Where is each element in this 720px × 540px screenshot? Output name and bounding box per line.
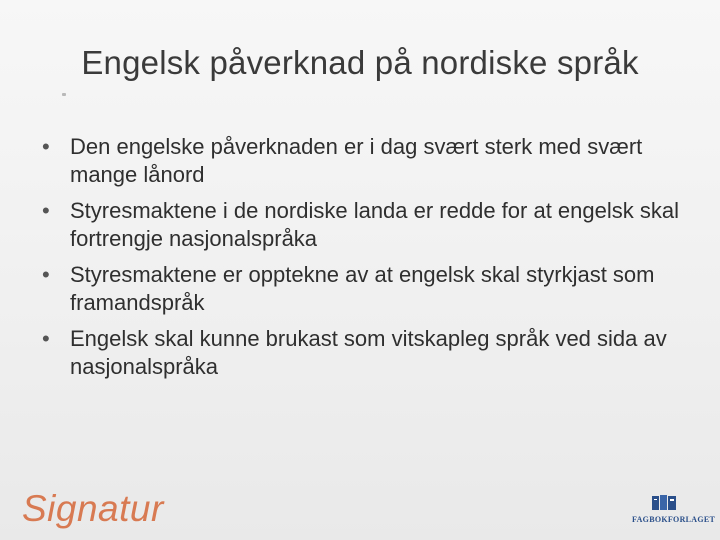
slide-title: Engelsk påverknad på nordiske språk <box>81 44 639 81</box>
bullet-item <box>40 261 680 317</box>
title-decoration-dot <box>62 93 66 96</box>
bullet-text: Den engelske påverknaden er i dag svært sterk med svært mange lånord <box>70 134 643 187</box>
bullet-text: Styresmaktene i de nordiske landa er redde for at engelsk skal fortrengje nasjonalspråka <box>70 198 679 251</box>
bullet-marker: • <box>42 134 50 159</box>
bullet-marker: • <box>42 198 50 223</box>
bullet-marker: • <box>42 262 50 287</box>
publisher-logo <box>632 494 716 524</box>
bullet-item <box>40 325 680 381</box>
bullet-text: Engelsk skal kunne brukast som vitskapleg språk ved sida av nasjonalspråka <box>70 326 667 379</box>
bullet-item <box>40 133 680 189</box>
bullet-text: Styresmaktene er opptekne av at engelsk skal styrkjast som framandspråk <box>70 262 655 315</box>
book-icon <box>651 494 677 512</box>
bullet-marker: • <box>42 326 50 351</box>
bullet-item <box>40 197 680 253</box>
publisher-name: FAGBOKFORLAGET <box>632 515 716 524</box>
bullet-list <box>40 133 680 389</box>
signatur-logo: Signatur <box>22 488 164 529</box>
